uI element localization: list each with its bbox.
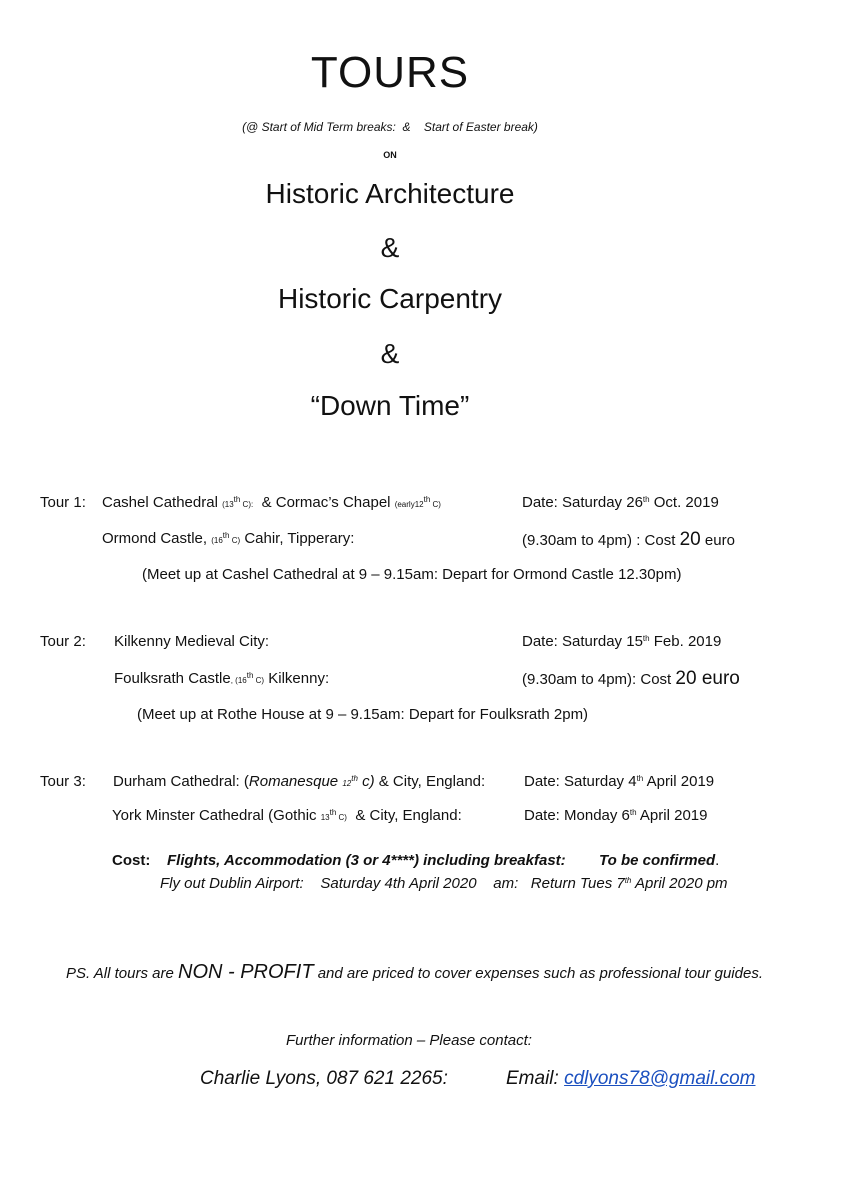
tour2-site-b-sup: th	[246, 671, 254, 680]
tour3-site-b-end: C)	[338, 813, 347, 822]
tour3-site-a-sup: th	[351, 774, 358, 783]
tour3-site-a-paren: (	[243, 773, 249, 790]
tour3-fly-line	[160, 875, 728, 892]
tour3-fly-out: Fly out Dublin Airport:	[160, 875, 304, 892]
tour1-site-c-note-num: (16	[211, 536, 223, 545]
page-title: TOURS	[310, 48, 470, 97]
tour1-site-b-note-num: (early12	[394, 500, 424, 509]
tour1-site-a	[102, 494, 441, 511]
tour3-date-a-post: April 2019	[646, 773, 715, 790]
tour3-date-b-sup: th	[629, 808, 637, 817]
tour2-site-b-note	[230, 671, 265, 685]
tour1-time-cost	[522, 529, 735, 551]
tour1-meet: (Meet up at Cashel Cathedral at 9 – 9.15am: Depart for Ormond Castle 12.30pm)	[142, 566, 682, 583]
tour1-site-a-name: Cashel Cathedral	[102, 494, 218, 511]
tour3-site-b-post: & City, England:	[355, 807, 462, 824]
ps-post: and are priced to cover expenses such as professional tour guides.	[317, 965, 763, 982]
tour1-cost-num: 20	[679, 529, 701, 550]
ps-non-profit: NON - PROFIT	[178, 961, 314, 983]
tour2-time-cost	[522, 668, 740, 690]
tour3-return: Return Tues 7	[530, 875, 625, 892]
tour2-cost: 20 euro	[675, 668, 740, 689]
topic-architecture: Historic Architecture	[265, 178, 515, 209]
tour3-cost-status: To be confirmed	[599, 852, 716, 869]
tour2-site-a: Kilkenny Medieval City:	[114, 633, 270, 650]
tour3-date-b-pre: Date: Monday 6	[524, 807, 630, 824]
tour3-date-b-post: April 2019	[639, 807, 708, 824]
tour3-fly-date: Saturday 4th April 2020	[320, 875, 477, 892]
tour3-cost-label: Cost:	[112, 852, 151, 869]
tour3-site-a-num: 12	[342, 779, 352, 788]
tour2-site-b-post: Kilkenny:	[268, 670, 330, 687]
tour3-date-a-pre: Date: Saturday 4	[524, 773, 637, 790]
tour2-date-pre: Date: Saturday 15	[522, 633, 643, 650]
tour3-date-b	[524, 807, 707, 824]
tour1-site-a-note	[222, 495, 254, 509]
topic-down-time: “Down Time”	[310, 390, 470, 421]
tour2-site-b-name: Foulksrath Castle	[114, 670, 231, 687]
tour1-site-c-note	[211, 531, 241, 545]
tour3-cost-items: Flights, Accommodation (3 or 4****) including breakfast:	[167, 852, 566, 869]
tour3-site-b-century	[320, 808, 347, 822]
tour3-site-b-sup: th	[329, 808, 337, 817]
subtitle-part-2: Start of Easter break)	[423, 120, 538, 134]
tour3-site-a-end: c)	[362, 773, 375, 790]
tour1-cost-unit: euro	[704, 532, 735, 549]
topic-carpentry: Historic Carpentry	[277, 283, 503, 314]
tour1-site-b-name: & Cormac’s Chapel	[261, 494, 391, 511]
tour1-site-a-note-num: (13	[222, 500, 234, 509]
subtitle	[0, 120, 780, 134]
subtitle-amp: &	[402, 120, 411, 134]
tour3-fly-am: am:	[493, 875, 519, 892]
ps-pre: PS. All tours are	[66, 965, 174, 982]
tour1-date-sup: th	[642, 495, 650, 504]
tour1-site-b-note-end: C)	[432, 500, 441, 509]
tour2-date	[522, 633, 721, 650]
tour3-return-date: April 2020 pm	[635, 875, 728, 892]
ampersand-1: &	[380, 232, 400, 263]
ps-note	[66, 961, 763, 984]
tour2-date-sup: th	[642, 634, 650, 643]
tour2-site-b	[114, 670, 329, 687]
tour1-site-a-sup: th	[233, 495, 241, 504]
tour3-site-a-name: Durham Cathedral:	[113, 773, 240, 790]
tour1-date	[522, 494, 719, 511]
tour1-label: Tour 1:	[40, 494, 86, 511]
email-link[interactable]: cdlyons78@gmail.com	[564, 1068, 756, 1089]
tour1-site-c-post: Cahir, Tipperary:	[244, 530, 355, 547]
tour3-cost-line	[112, 852, 719, 869]
tour1-time-cost-text: (9.30am to 4pm) : Cost	[522, 532, 676, 549]
tour3-date-a	[524, 773, 714, 790]
contact-email-line	[506, 1068, 756, 1090]
tour3-date-a-sup: th	[636, 774, 644, 783]
tour3-site-a-century	[342, 774, 358, 788]
tour2-meet: (Meet up at Rothe House at 9 – 9.15am: Depart for Foulksrath 2pm)	[137, 706, 589, 723]
tour2-site-b-note-num: , (16	[230, 676, 247, 685]
tour1-site-c-name: Ormond Castle,	[102, 530, 208, 547]
on-label: ON	[383, 150, 397, 160]
tour3-site-b-num: 13	[320, 813, 330, 822]
tour2-label: Tour 2:	[40, 633, 86, 650]
contact-name-phone: Charlie Lyons, 087 621 2265:	[200, 1068, 448, 1089]
tour2-time-cost-text: (9.30am to 4pm): Cost	[522, 671, 672, 688]
tour1-date-pre: Date: Saturday 26	[522, 494, 643, 511]
tour3-site-b	[112, 807, 462, 824]
tour3-cost-dot: .	[715, 852, 720, 869]
tour2-date-post: Feb. 2019	[653, 633, 722, 650]
tour3-site-a	[113, 773, 485, 790]
tour1-site-b-note	[394, 495, 441, 509]
tour1-site-a-note-end: C):	[242, 500, 254, 509]
tour1-site-c	[102, 530, 354, 547]
tour3-site-a-post: & City, England:	[378, 773, 486, 790]
email-label: Email:	[506, 1068, 559, 1089]
tour2-site-b-note-end: C)	[255, 676, 265, 685]
subtitle-part-1: (@ Start of Mid Term breaks:	[242, 120, 396, 134]
tour1-site-c-note-end: C)	[231, 536, 241, 545]
tour3-site-a-style: Romanesque	[248, 773, 339, 790]
tour3-return-sup: th	[624, 876, 632, 885]
tour1-site-b-sup: th	[423, 495, 431, 504]
tour1-date-post: Oct. 2019	[653, 494, 719, 511]
tour3-site-b-name: York Minster Cathedral (Gothic	[112, 807, 317, 824]
further-info: Further information – Please contact:	[286, 1032, 532, 1049]
ampersand-2: &	[380, 338, 400, 369]
tour3-label: Tour 3:	[40, 773, 86, 790]
tour1-site-c-sup: th	[222, 531, 230, 540]
